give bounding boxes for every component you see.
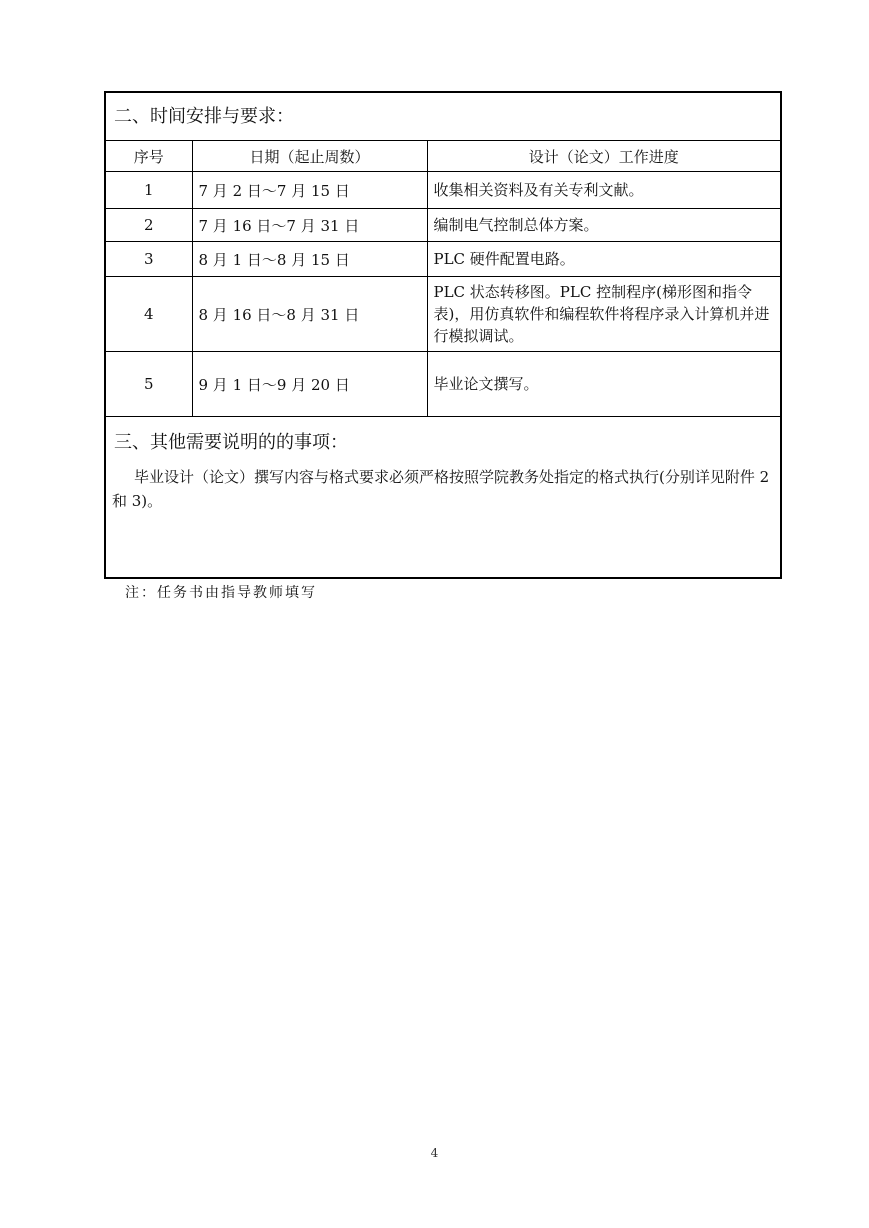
table-row: [106, 209, 780, 242]
row-date: 9 月 1 日～9 月 20 日: [192, 352, 427, 417]
row-date: 7 月 2 日～7 月 15 日: [192, 172, 427, 209]
table-row: [106, 352, 780, 417]
schedule-table: [106, 140, 780, 417]
row-progress: 毕业论文撰写。: [427, 352, 780, 417]
row-no: 4: [106, 277, 192, 352]
row-no: 2: [106, 209, 192, 242]
row-date: 8 月 16 日～8 月 31 日: [192, 277, 427, 352]
task-form-frame: [104, 91, 782, 579]
table-row: [106, 242, 780, 277]
section-3-title: 三、其他需要说明的的事项：: [114, 432, 348, 453]
row-progress: 收集相关资料及有关专利文献。: [427, 172, 780, 209]
row-no: 5: [106, 352, 192, 417]
header-date: 日期（起止周数）: [192, 141, 427, 172]
table-row: [106, 172, 780, 209]
section-2-title: 二、时间安排与要求：: [114, 106, 294, 127]
row-date: 7 月 16 日～7 月 31 日: [192, 209, 427, 242]
row-no: 3: [106, 242, 192, 277]
section-3-body: 毕业设计（论文）撰写内容与格式要求必须严格按照学院教务处指定的格式执行(分别详见附件 2 和 3)。: [112, 468, 770, 510]
table-row: [106, 277, 780, 352]
header-no: 序号: [106, 141, 192, 172]
row-progress: PLC 硬件配置电路。: [427, 242, 780, 277]
header-progress: 设计（论文）工作进度: [427, 141, 780, 172]
table-header-row: [106, 141, 780, 172]
footnote: 注：任务书由指导教师填写: [125, 585, 317, 601]
page-number: 4: [430, 1146, 439, 1160]
row-progress: PLC 状态转移图。PLC 控制程序(梯形图和指令表)，用仿真软件和编程软件将程序录入计算机并进行模拟调试。: [427, 277, 780, 352]
row-progress: 编制电气控制总体方案。: [427, 209, 780, 242]
row-no: 1: [106, 172, 192, 209]
row-date: 8 月 1 日～8 月 15 日: [192, 242, 427, 277]
